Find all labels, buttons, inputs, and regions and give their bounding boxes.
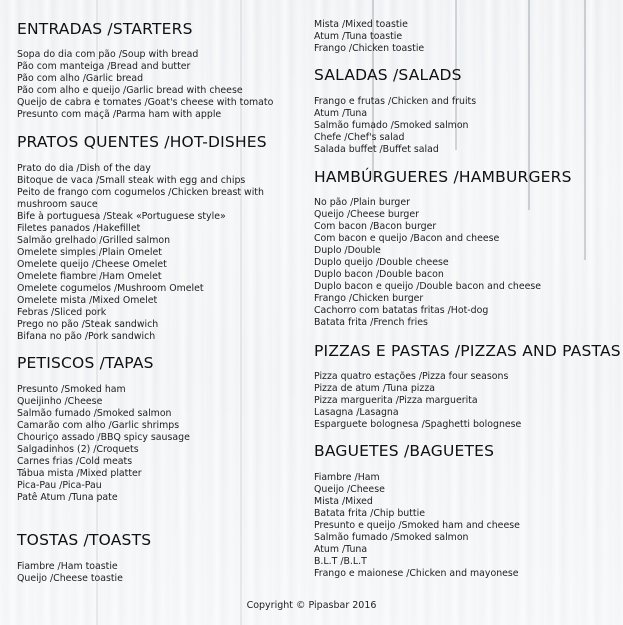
menu-item: Lasagna /Lasagna [314,407,399,418]
menu-item: Salmão fumado /Smoked salmon [17,408,172,419]
menu-item: Pão com alho /Garlic bread [17,73,144,84]
menu-item: Pica-Pau /Pica-Pau [17,480,102,491]
menu-item: Pão com alho e queijo /Garlic bread with cheese [17,85,243,96]
menu-item: Fiambre /Ham toastie [17,561,118,572]
menu-item: Batata frita /French fries [314,317,428,328]
section-heading-toasts: TOSTAS /TOASTS [17,531,152,549]
background-mast [584,0,586,260]
copyright-footer: Copyright © Pipasbar 2016 [246,600,377,611]
menu-item: Salmão fumado /Smoked salmon [314,120,469,131]
menu-item: Atum /Tuna toastie [314,31,403,42]
menu-item: Tábua mista /Mixed platter [17,468,142,479]
menu-item: Queijo de cabra e tomates /Goat's cheese with tomato [17,97,274,108]
menu-item: Bitoque de vaca /Small steak with egg and chips [17,175,246,186]
menu-item: Com bacon e queijo /Bacon and cheese [314,233,500,244]
menu-item: Salmão grelhado /Grilled salmon [17,235,171,246]
menu-item: Queijinho /Cheese [17,396,103,407]
menu-item: Atum /Tuna [314,544,368,555]
menu-item: Camarão com alho /Garlic shrimps [17,420,180,431]
menu-item: Omelete queijo /Cheese Omelet [17,259,167,270]
menu-item: Esparguete bolognesa /Spaghetti bolognese [314,419,522,430]
menu-item: Queijo /Cheese toastie [17,573,123,584]
menu-item: Cachorro com batatas fritas /Hot-dog [314,305,489,316]
section-heading-pizzas-pastas: PIZZAS E PASTAS /PIZZAS AND PASTAS [314,342,621,360]
menu-item: Fiambre /Ham [314,472,380,483]
menu-item: Mista /Mixed toastie [314,19,408,30]
section-heading-hamburgers: HAMBÚRGUERES /HAMBURGERS [314,168,572,186]
menu-item: Salgadinhos (2) /Croquets [17,444,139,455]
menu-item: Salada buffet /Buffet salad [314,144,439,155]
menu-item: Queijo /Cheese [314,484,385,495]
section-heading-baguettes: BAGUETES /BAGUETES [314,442,495,460]
menu-item: Pizza de atum /Tuna pizza [314,383,436,394]
menu-item: Com bacon /Bacon burger [314,221,437,232]
menu-item: Duplo /Double [314,245,381,256]
menu-item: Atum /Tuna [314,108,368,119]
menu-item: Duplo queijo /Double cheese [314,257,449,268]
menu-item: Peito de frango com cogumelos /Chicken breast with mushroom sauce [17,187,264,210]
menu-item: Chouriço assado /BBQ spicy sausage [17,432,190,443]
menu-item: Omelete fiambre /Ham Omelet [17,271,162,282]
menu-item: Filetes panados /Hakefillet [17,223,141,234]
menu-item: Duplo bacon e queijo /Double bacon and cheese [314,281,542,292]
menu-item: Presunto com maçã /Parma ham with apple [17,109,222,120]
menu-item: Omelete mista /Mixed Omelet [17,295,158,306]
menu-item: Queijo /Cheese burger [314,209,419,220]
menu-item: Bife à portuguesa /Steak «Portuguese style» [17,211,226,222]
menu-item: Frango e frutas /Chicken and fruits [314,96,477,107]
menu-item: Omelete simples /Plain Omelet [17,247,162,258]
menu-item: Presunto e queijo /Smoked ham and cheese [314,520,520,531]
menu-item: Carnes frias /Cold meats [17,456,133,467]
menu-item: Pizza quatro estações /Pizza four seasons [314,371,509,382]
menu-item: Duplo bacon /Double bacon [314,269,444,280]
menu-item: Batata frita /Chip buttie [314,508,425,519]
menu-item: Pizza marguerita /Pizza marguerita [314,395,478,406]
menu-item: Pão com manteiga /Bread and butter [17,61,191,72]
menu-item: Patê Atum /Tuna pate [17,492,118,503]
menu-item: Mista /Mixed [314,496,373,507]
menu-item: Frango /Chicken toastie [314,43,425,54]
section-heading-salads: SALADAS /SALADS [314,66,462,84]
menu-item: Febras /Sliced pork [17,307,107,318]
menu-item: Frango /Chicken burger [314,293,424,304]
menu-item: Frango e maionese /Chicken and mayonese [314,568,519,579]
menu-item: No pão /Plain burger [314,197,410,208]
menu-item: Chefe /Chef's salad [314,132,405,143]
menu-item: Bifana no pão /Pork sandwich [17,331,156,342]
menu-item: Omelete cogumelos /Mushroom Omelet [17,283,204,294]
menu-item: Prego no pão /Steak sandwich [17,319,159,330]
menu-item: B.L.T /B.L.T [314,556,367,567]
menu-item: Salmão fumado /Smoked salmon [314,532,469,543]
section-heading-tapas: PETISCOS /TAPAS [17,354,154,372]
menu-item: Prato do dia /Dish of the day [17,163,151,174]
section-heading-hot-dishes: PRATOS QUENTES /HOT-DISHES [17,133,267,151]
menu-item: Presunto /Smoked ham [17,384,126,395]
section-heading-starters: ENTRADAS /STARTERS [17,20,193,38]
menu-item: Sopa do dia com pão /Soup with bread [17,49,199,60]
